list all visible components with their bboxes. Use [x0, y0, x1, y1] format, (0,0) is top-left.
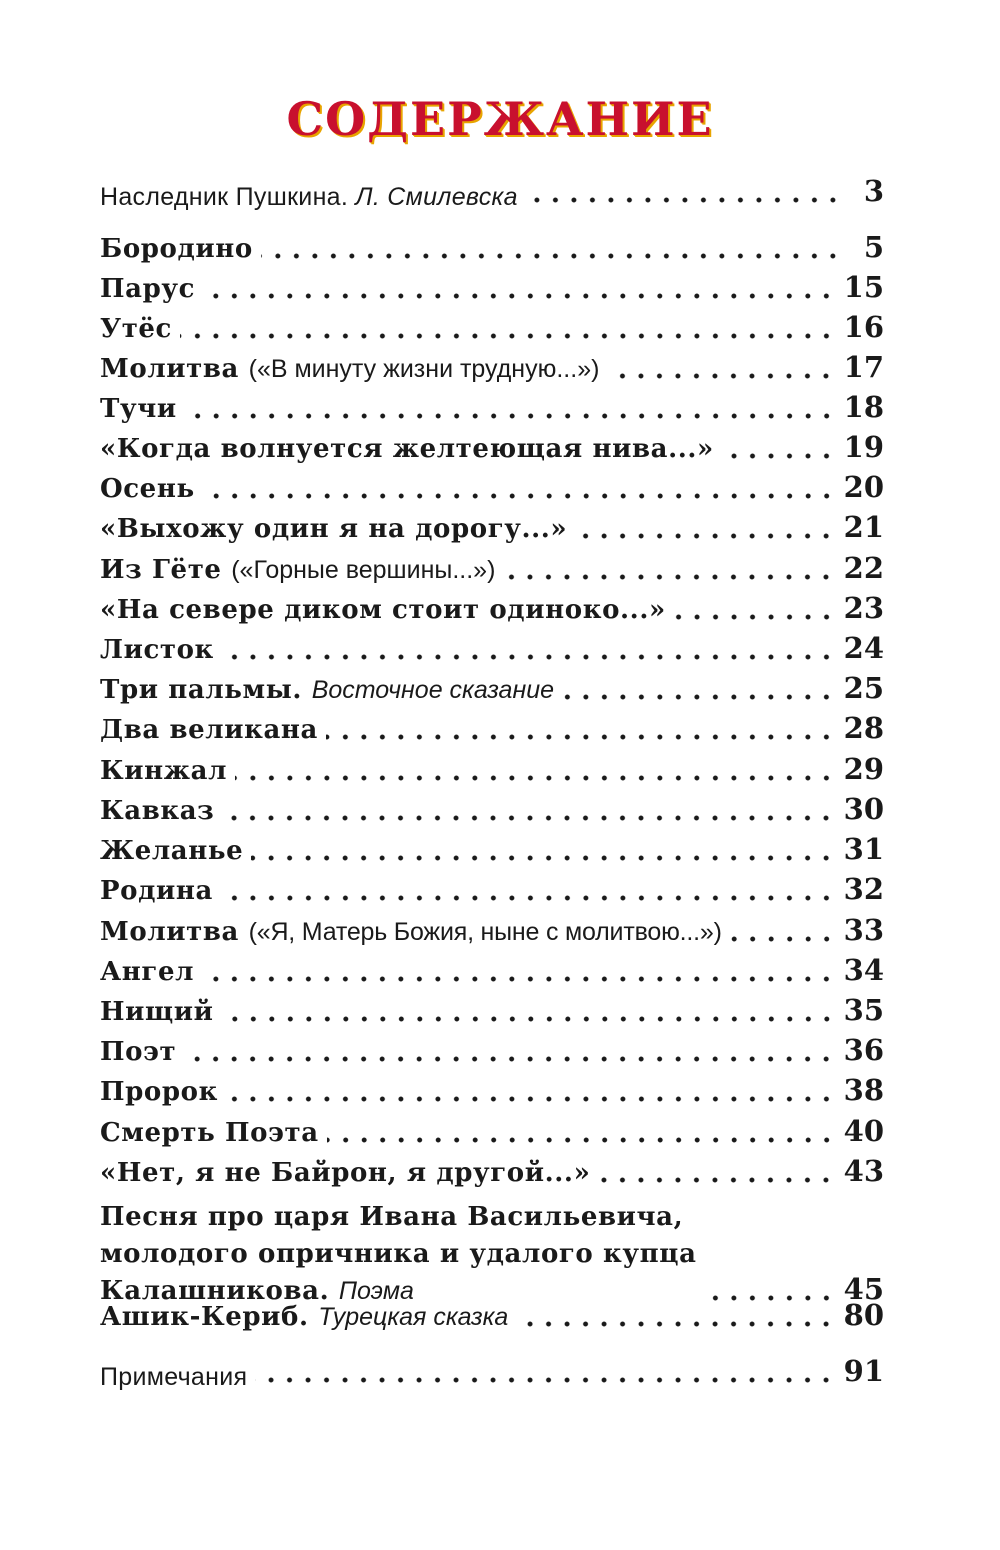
toc-entry[interactable]: [100, 709, 884, 749]
toc-entry[interactable]: [100, 268, 884, 308]
toc-entry[interactable]: [100, 308, 884, 348]
toc-page-number: 5: [863, 230, 884, 264]
toc-page-number: 3: [863, 174, 884, 208]
toc-entry-title: «Когда волнуется желтеющая нива...»: [100, 434, 714, 464]
toc-entry-subtitle: Турецкая сказка: [318, 1303, 509, 1331]
dot-leader: [607, 373, 835, 379]
toc-entry-title: Ашик-Кериб. Турецкая сказка: [100, 1302, 509, 1332]
toc-page-number: 22: [843, 551, 884, 585]
toc-page-number: 35: [843, 993, 884, 1027]
dot-leader: [180, 333, 836, 339]
toc-entry-title: Ангел: [100, 957, 195, 987]
dot-leader: [674, 614, 836, 620]
toc-entry[interactable]: [100, 629, 884, 669]
toc-entry-intro[interactable]: [100, 172, 884, 212]
dot-leader: [185, 413, 836, 419]
toc-page-number: 36: [843, 1033, 884, 1067]
toc-entry-title: Смерть Поэта: [100, 1118, 319, 1148]
dot-leader: [202, 976, 836, 982]
dot-leader: [730, 936, 836, 942]
toc-entry[interactable]: [100, 830, 884, 870]
toc-entry[interactable]: [100, 428, 884, 468]
dot-leader: [575, 533, 835, 539]
toc-entry-subtitle: («В минуту жизни трудную...»): [248, 355, 600, 383]
toc-page-number: 33: [843, 913, 884, 947]
toc-entry[interactable]: [100, 911, 884, 951]
toc-entry-title: Молитва («В минуту жизни трудную...»): [100, 354, 600, 384]
toc-page-number: 91: [843, 1354, 884, 1388]
toc-page-number: 23: [843, 591, 884, 625]
toc-entry[interactable]: [100, 1152, 884, 1192]
toc-entry[interactable]: [100, 468, 884, 508]
dot-leader: [203, 493, 836, 499]
dot-leader: [235, 775, 836, 781]
toc-entry-subtitle: Поэма: [338, 1277, 414, 1305]
toc-entry-title: Примечания: [100, 1363, 248, 1391]
dot-leader: [326, 734, 836, 740]
toc-entry-title: Желанье: [100, 836, 244, 866]
dot-leader: [226, 1096, 836, 1102]
toc-entry-subtitle: Восточное сказание: [311, 676, 555, 704]
toc-entry[interactable]: [100, 1031, 884, 1071]
toc-entry[interactable]: [100, 348, 884, 388]
toc-entry-title: «Выхожу один я на дорогу...»: [100, 514, 568, 544]
toc-entry[interactable]: [100, 1071, 884, 1111]
dot-leader: [222, 815, 835, 821]
toc-page-number: 45: [843, 1272, 884, 1306]
toc-page-number: 80: [843, 1298, 884, 1332]
dot-leader: [222, 654, 836, 660]
dot-leader: [327, 1137, 836, 1143]
toc-page-number: 20: [843, 470, 884, 504]
toc-entry[interactable]: [100, 1296, 884, 1336]
toc-page-number: 28: [843, 711, 884, 745]
toc-entry[interactable]: [100, 669, 884, 709]
dot-leader: [184, 1056, 835, 1062]
toc-entry-title: Нищий: [100, 997, 214, 1027]
dot-leader: [203, 293, 836, 299]
toc-entry[interactable]: [100, 870, 884, 910]
toc-page-number: 40: [843, 1114, 884, 1148]
dot-leader: [503, 574, 835, 580]
toc-page-number: 31: [843, 832, 884, 866]
toc-entry-subtitle: («Горные вершины...»): [231, 556, 496, 584]
dot-leader: [222, 1016, 836, 1022]
toc-entry-title: Два великана: [100, 715, 319, 745]
toc-entry[interactable]: [100, 750, 884, 790]
toc-entry-title: Осень: [100, 474, 195, 504]
toc-entry[interactable]: [100, 228, 884, 268]
dot-leader: [526, 197, 842, 203]
toc-entry[interactable]: [100, 508, 884, 548]
toc-page-number: 19: [843, 430, 884, 464]
toc-entry-title: «На севере диком стоит одиноко...»: [100, 595, 666, 625]
toc-entry-title: Наследник Пушкина. Л. Смилевска: [100, 183, 518, 211]
toc-entry-title: Кавказ: [100, 796, 215, 826]
dot-leader: [598, 1177, 835, 1183]
page-title: СОДЕРЖАНИЕ: [286, 92, 714, 146]
toc-entry-title: Родина: [100, 876, 213, 906]
toc-page-number: 17: [843, 350, 884, 384]
dot-leader: [516, 1321, 835, 1327]
toc-entry[interactable]: [100, 951, 884, 991]
toc-entry-notes[interactable]: [100, 1352, 884, 1392]
toc-page-number: 18: [843, 390, 884, 424]
toc-page-number: 21: [843, 510, 884, 544]
toc-page-number: 34: [843, 953, 884, 987]
toc-entry-title: Из Гёте («Горные вершины...»): [100, 555, 496, 585]
toc-entry[interactable]: [100, 549, 884, 589]
toc-entry-title: Листок: [100, 635, 214, 665]
toc-entry[interactable]: [100, 1112, 884, 1152]
toc-entry-subtitle: («Я, Матерь Божия, ныне с молитвою...»): [248, 918, 722, 946]
toc-page-number: 15: [843, 270, 884, 304]
toc-entry[interactable]: [100, 388, 884, 428]
toc-page-number: 30: [843, 792, 884, 826]
toc-entry-title: Парус: [100, 274, 196, 304]
toc-page-number: 24: [843, 631, 884, 665]
toc-entry-title: Кинжал: [100, 756, 227, 786]
toc-entry[interactable]: [100, 790, 884, 830]
toc-page-number: 32: [843, 872, 884, 906]
toc-entry[interactable]: [100, 589, 884, 629]
dot-leader: [261, 253, 842, 259]
toc-page-number: 38: [843, 1073, 884, 1107]
toc-entry-title: Молитва («Я, Матерь Божия, ныне с молитвою...»): [100, 917, 722, 947]
dot-leader: [221, 895, 836, 901]
dot-leader: [255, 1377, 835, 1383]
toc-entry-title: Поэт: [100, 1037, 177, 1067]
toc-entry-title: Бородино: [100, 234, 253, 264]
toc-entry-title: Тучи: [100, 394, 177, 424]
toc-entry[interactable]: [100, 991, 884, 1031]
toc-entry-author: Л. Смилевска: [355, 183, 518, 211]
toc-page-number: 29: [843, 752, 884, 786]
dot-leader: [251, 855, 835, 861]
toc-page-number: 16: [843, 310, 884, 344]
toc-entry-title: Песня про царя Ивана Васильевича, молодого опричника и удалого купца Калашникова. Поэма: [100, 1202, 697, 1306]
toc-page-number: 43: [843, 1154, 884, 1188]
dot-leader: [562, 694, 836, 700]
toc-entry-title: Утёс: [100, 314, 172, 344]
toc-entry-multiline[interactable]: [100, 1192, 884, 1310]
toc-entry-title: Три пальмы. Восточное сказание: [100, 675, 555, 705]
toc-page-number: 25: [843, 671, 884, 705]
dot-leader: [722, 453, 836, 459]
toc-entry-title: Пророк: [100, 1077, 218, 1107]
toc-entry-title: «Нет, я не Байрон, я другой...»: [100, 1158, 591, 1188]
